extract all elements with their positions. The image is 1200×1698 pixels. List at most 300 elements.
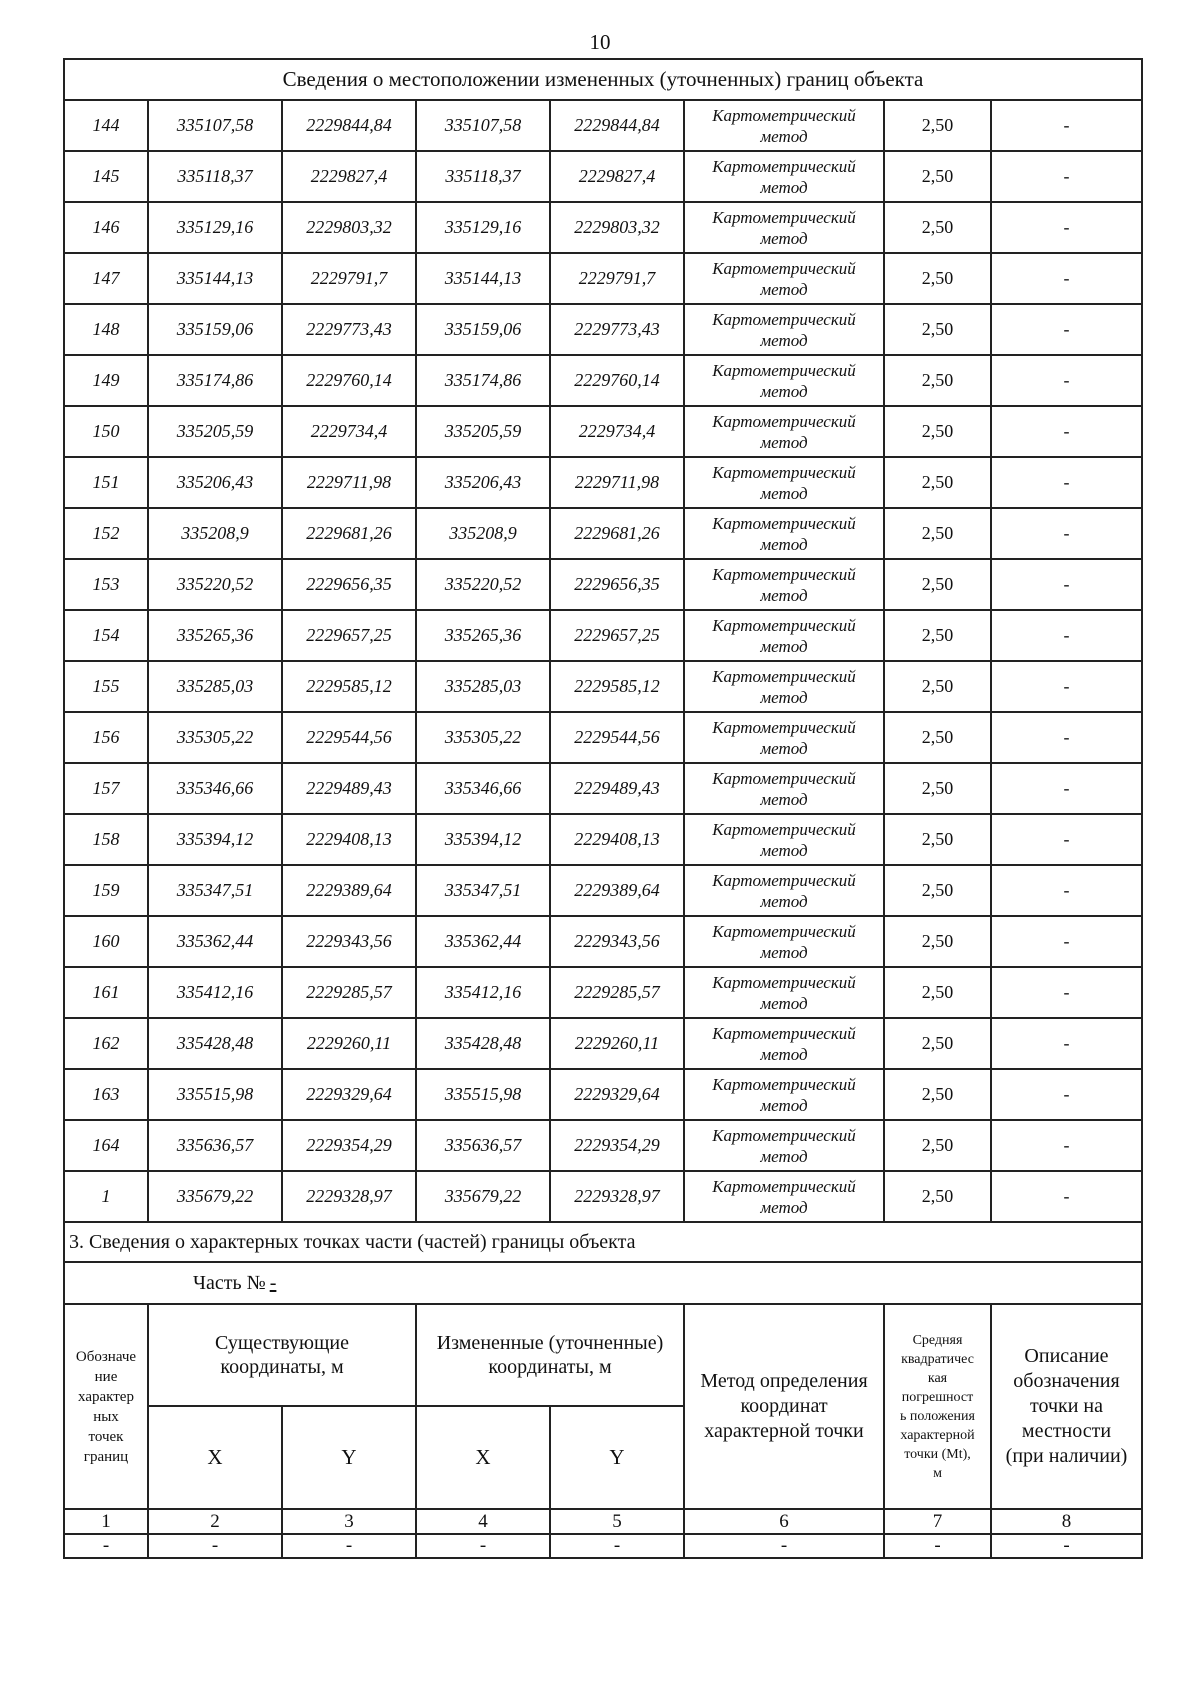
existing-x: 335412,16 <box>148 967 282 1018</box>
description: - <box>991 1069 1142 1120</box>
existing-x: 335159,06 <box>148 304 282 355</box>
changed-y: 2229734,4 <box>550 406 684 457</box>
existing-y: 2229803,32 <box>282 202 416 253</box>
point-number: 163 <box>64 1069 148 1120</box>
existing-x: 335515,98 <box>148 1069 282 1120</box>
existing-y: 2229354,29 <box>282 1120 416 1171</box>
column-number: 3 <box>282 1509 416 1534</box>
description: - <box>991 865 1142 916</box>
description: - <box>991 967 1142 1018</box>
table-row <box>64 1171 1142 1222</box>
method-line: Картометрический <box>712 972 856 992</box>
accuracy: 2,50 <box>884 610 991 661</box>
method-line: метод <box>760 1146 808 1166</box>
existing-y: 2229408,13 <box>282 814 416 865</box>
method <box>684 1171 884 1222</box>
method-line: Картометрический <box>712 666 856 686</box>
table-row <box>64 610 1142 661</box>
method <box>684 1018 884 1069</box>
existing-y: 2229260,11 <box>282 1018 416 1069</box>
method <box>684 1069 884 1120</box>
column-number: 1 <box>64 1509 148 1534</box>
accuracy: 2,50 <box>884 100 991 151</box>
existing-y: 2229544,56 <box>282 712 416 763</box>
method <box>684 457 884 508</box>
existing-x: 335305,22 <box>148 712 282 763</box>
header-accuracy-line: кая <box>927 1370 948 1386</box>
header-existing-line: Существующие <box>215 1332 349 1354</box>
header-accuracy-line: погрешност <box>901 1389 974 1405</box>
point-number: 160 <box>64 916 148 967</box>
header-existing-y: Y <box>282 1406 416 1509</box>
description: - <box>991 763 1142 814</box>
existing-x: 335206,43 <box>148 457 282 508</box>
method-line: метод <box>760 483 808 503</box>
changed-y: 2229656,35 <box>550 559 684 610</box>
existing-x: 335208,9 <box>148 508 282 559</box>
method-line: метод <box>760 177 808 197</box>
table-row <box>64 508 1142 559</box>
changed-x: 335174,86 <box>416 355 550 406</box>
method-line: метод <box>760 1095 808 1115</box>
changed-y: 2229489,43 <box>550 763 684 814</box>
method-line: метод <box>760 840 808 860</box>
header-designation-line: точек <box>88 1428 124 1445</box>
method-line: метод <box>760 432 808 452</box>
table-row <box>64 1018 1142 1069</box>
changed-x: 335362,44 <box>416 916 550 967</box>
table-row <box>64 457 1142 508</box>
method <box>684 202 884 253</box>
changed-y: 2229657,25 <box>550 610 684 661</box>
table-row <box>64 1534 1142 1558</box>
coordinates-table <box>63 58 1143 1559</box>
method-line: Картометрический <box>712 411 856 431</box>
existing-x: 335346,66 <box>148 763 282 814</box>
accuracy: 2,50 <box>884 661 991 712</box>
method-line: Картометрический <box>712 1125 856 1145</box>
accuracy: 2,50 <box>884 151 991 202</box>
header-existing-coordinates <box>148 1304 416 1406</box>
method-line: Картометрический <box>712 1023 856 1043</box>
method-line: Картометрический <box>712 513 856 533</box>
header-method-line: координат <box>740 1395 828 1417</box>
changed-y: 2229354,29 <box>550 1120 684 1171</box>
accuracy: 2,50 <box>884 406 991 457</box>
header-accuracy-line: характерной <box>900 1427 975 1443</box>
method-line: метод <box>760 687 808 707</box>
empty-cell: - <box>64 1534 148 1558</box>
existing-y: 2229827,4 <box>282 151 416 202</box>
accuracy: 2,50 <box>884 355 991 406</box>
point-number: 148 <box>64 304 148 355</box>
header-accuracy-line: квадратичес <box>901 1351 974 1367</box>
description: - <box>991 1120 1142 1171</box>
changed-x: 335220,52 <box>416 559 550 610</box>
changed-y: 2229827,4 <box>550 151 684 202</box>
method-line: метод <box>760 126 808 146</box>
existing-y: 2229791,7 <box>282 253 416 304</box>
empty-cell: - <box>282 1534 416 1558</box>
table-row <box>64 559 1142 610</box>
description: - <box>991 457 1142 508</box>
point-number: 144 <box>64 100 148 151</box>
accuracy: 2,50 <box>884 304 991 355</box>
table-row <box>64 151 1142 202</box>
accuracy: 2,50 <box>884 814 991 865</box>
point-number: 146 <box>64 202 148 253</box>
method-line: метод <box>760 1197 808 1217</box>
header-designation <box>64 1304 148 1509</box>
method-line: Картометрический <box>712 105 856 125</box>
point-number: 158 <box>64 814 148 865</box>
description: - <box>991 355 1142 406</box>
empty-cell: - <box>884 1534 991 1558</box>
column-number: 2 <box>148 1509 282 1534</box>
changed-y: 2229329,64 <box>550 1069 684 1120</box>
existing-x: 335428,48 <box>148 1018 282 1069</box>
description: - <box>991 304 1142 355</box>
accuracy: 2,50 <box>884 1120 991 1171</box>
description: - <box>991 253 1142 304</box>
header-description-line: Описание <box>1024 1345 1109 1367</box>
changed-x: 335107,58 <box>416 100 550 151</box>
column-number: 8 <box>991 1509 1142 1534</box>
existing-x: 335118,37 <box>148 151 282 202</box>
accuracy: 2,50 <box>884 865 991 916</box>
changed-x: 335346,66 <box>416 763 550 814</box>
method <box>684 151 884 202</box>
empty-cell: - <box>550 1534 684 1558</box>
description: - <box>991 661 1142 712</box>
point-number: 153 <box>64 559 148 610</box>
changed-y: 2229803,32 <box>550 202 684 253</box>
method-line: Картометрический <box>712 462 856 482</box>
header-changed-line: координаты, м <box>488 1356 612 1378</box>
method <box>684 712 884 763</box>
existing-y: 2229285,57 <box>282 967 416 1018</box>
existing-x: 335347,51 <box>148 865 282 916</box>
header-description-line: точки на <box>1029 1395 1104 1417</box>
table-row <box>64 1120 1142 1171</box>
description: - <box>991 202 1142 253</box>
table-row <box>64 865 1142 916</box>
existing-x: 335129,16 <box>148 202 282 253</box>
table-row <box>64 304 1142 355</box>
existing-x: 335220,52 <box>148 559 282 610</box>
accuracy: 2,50 <box>884 1018 991 1069</box>
changed-y: 2229408,13 <box>550 814 684 865</box>
existing-x: 335205,59 <box>148 406 282 457</box>
description: - <box>991 151 1142 202</box>
table-row <box>64 763 1142 814</box>
existing-y: 2229773,43 <box>282 304 416 355</box>
part-label: Часть № <box>193 1271 266 1294</box>
point-number: 149 <box>64 355 148 406</box>
page-number: 10 <box>589 30 611 54</box>
method-line: метод <box>760 993 808 1013</box>
existing-x: 335144,13 <box>148 253 282 304</box>
method-line: Картометрический <box>712 921 856 941</box>
existing-x: 335394,12 <box>148 814 282 865</box>
changed-x: 335636,57 <box>416 1120 550 1171</box>
point-number: 147 <box>64 253 148 304</box>
method <box>684 763 884 814</box>
existing-x: 335285,03 <box>148 661 282 712</box>
changed-y: 2229389,64 <box>550 865 684 916</box>
existing-y: 2229343,56 <box>282 916 416 967</box>
header-designation-line: характер <box>78 1388 134 1405</box>
method-line: метод <box>760 279 808 299</box>
header-method-line: характерной точки <box>704 1420 864 1442</box>
point-number: 1 <box>64 1171 148 1222</box>
header-description-line: обозначения <box>1013 1370 1120 1392</box>
changed-x: 335206,43 <box>416 457 550 508</box>
existing-y: 2229681,26 <box>282 508 416 559</box>
method-line: метод <box>760 891 808 911</box>
table-row <box>64 202 1142 253</box>
header-method <box>684 1304 884 1509</box>
accuracy: 2,50 <box>884 1069 991 1120</box>
column-number: 6 <box>684 1509 884 1534</box>
header-accuracy-line: ь положения <box>900 1408 975 1424</box>
header-accuracy-line: точки (Mt), <box>904 1446 971 1462</box>
method-line: Картометрический <box>712 1074 856 1094</box>
description: - <box>991 712 1142 763</box>
header-accuracy <box>884 1304 991 1509</box>
accuracy: 2,50 <box>884 202 991 253</box>
changed-x: 335412,16 <box>416 967 550 1018</box>
table-row <box>64 1069 1142 1120</box>
changed-y: 2229711,98 <box>550 457 684 508</box>
header-changed-x: X <box>416 1406 550 1509</box>
method-line: метод <box>760 381 808 401</box>
method-line: метод <box>760 942 808 962</box>
existing-y: 2229657,25 <box>282 610 416 661</box>
method-line: метод <box>760 738 808 758</box>
method-line: метод <box>760 330 808 350</box>
method <box>684 661 884 712</box>
changed-x: 335679,22 <box>416 1171 550 1222</box>
changed-y: 2229773,43 <box>550 304 684 355</box>
point-number: 152 <box>64 508 148 559</box>
changed-x: 335305,22 <box>416 712 550 763</box>
changed-y: 2229328,97 <box>550 1171 684 1222</box>
point-number: 154 <box>64 610 148 661</box>
method-line: Картометрический <box>712 309 856 329</box>
existing-x: 335362,44 <box>148 916 282 967</box>
method-line: Картометрический <box>712 870 856 890</box>
changed-x: 335347,51 <box>416 865 550 916</box>
empty-cell: - <box>416 1534 550 1558</box>
existing-x: 335265,36 <box>148 610 282 661</box>
accuracy: 2,50 <box>884 916 991 967</box>
method <box>684 253 884 304</box>
changed-x: 335208,9 <box>416 508 550 559</box>
header-changed-coordinates <box>416 1304 684 1406</box>
description: - <box>991 100 1142 151</box>
changed-x: 335159,06 <box>416 304 550 355</box>
method-line: Картометрический <box>712 564 856 584</box>
method <box>684 865 884 916</box>
table-row <box>64 814 1142 865</box>
method-line: метод <box>760 534 808 554</box>
changed-y: 2229760,14 <box>550 355 684 406</box>
table-row <box>64 661 1142 712</box>
existing-y: 2229328,97 <box>282 1171 416 1222</box>
method-line: метод <box>760 636 808 656</box>
method <box>684 304 884 355</box>
description: - <box>991 406 1142 457</box>
existing-x: 335174,86 <box>148 355 282 406</box>
point-number: 162 <box>64 1018 148 1069</box>
header-designation-line: Обозначе <box>75 1348 137 1365</box>
description: - <box>991 814 1142 865</box>
point-number: 164 <box>64 1120 148 1171</box>
method-line: метод <box>760 585 808 605</box>
method <box>684 355 884 406</box>
changed-y: 2229343,56 <box>550 916 684 967</box>
description: - <box>991 508 1142 559</box>
header-designation-line: ние <box>94 1368 118 1385</box>
description: - <box>991 610 1142 661</box>
accuracy: 2,50 <box>884 1171 991 1222</box>
description: - <box>991 559 1142 610</box>
header-existing-line: координаты, м <box>220 1356 344 1378</box>
point-number: 150 <box>64 406 148 457</box>
header-method-line: Метод определения <box>700 1370 868 1392</box>
method <box>684 814 884 865</box>
accuracy: 2,50 <box>884 253 991 304</box>
method <box>684 1120 884 1171</box>
method <box>684 508 884 559</box>
header-existing-x: X <box>148 1406 282 1509</box>
changed-y: 2229791,7 <box>550 253 684 304</box>
changed-x: 335428,48 <box>416 1018 550 1069</box>
existing-x: 335636,57 <box>148 1120 282 1171</box>
description: - <box>991 916 1142 967</box>
changed-x: 335144,13 <box>416 253 550 304</box>
accuracy: 2,50 <box>884 559 991 610</box>
header-accuracy-line: м <box>933 1465 942 1481</box>
column-number: 4 <box>416 1509 550 1534</box>
method-line: Картометрический <box>712 360 856 380</box>
changed-x: 335129,16 <box>416 202 550 253</box>
changed-y: 2229681,26 <box>550 508 684 559</box>
accuracy: 2,50 <box>884 712 991 763</box>
method-line: Картометрический <box>712 1176 856 1196</box>
existing-y: 2229489,43 <box>282 763 416 814</box>
existing-y: 2229329,64 <box>282 1069 416 1120</box>
existing-y: 2229734,4 <box>282 406 416 457</box>
method-line: Картометрический <box>712 615 856 635</box>
header-description-line: (при наличии) <box>1005 1445 1128 1467</box>
method <box>684 916 884 967</box>
method-line: метод <box>760 1044 808 1064</box>
method <box>684 100 884 151</box>
method-line: Картометрический <box>712 717 856 737</box>
method-line: метод <box>760 228 808 248</box>
header-changed-line: Измененные (уточненные) <box>436 1332 664 1354</box>
section-title: Сведения о местоположении измененных (уточненных) границ объекта <box>64 59 1142 100</box>
column-number: 7 <box>884 1509 991 1534</box>
empty-cell: - <box>684 1534 884 1558</box>
method-line: Картометрический <box>712 768 856 788</box>
accuracy: 2,50 <box>884 967 991 1018</box>
changed-y: 2229285,57 <box>550 967 684 1018</box>
table-row <box>64 967 1142 1018</box>
point-number: 151 <box>64 457 148 508</box>
table-row <box>64 916 1142 967</box>
header-designation-line: границ <box>83 1448 129 1465</box>
table-row <box>64 253 1142 304</box>
method-line: Картометрический <box>712 156 856 176</box>
column-number: 5 <box>550 1509 684 1534</box>
header-accuracy-line: Средняя <box>912 1332 963 1348</box>
section3-title: 3. Сведения о характерных точках части (частей) границы объекта <box>64 1222 1142 1262</box>
header-description <box>991 1304 1142 1509</box>
point-number: 156 <box>64 712 148 763</box>
empty-cell: - <box>991 1534 1142 1558</box>
description: - <box>991 1171 1142 1222</box>
existing-y: 2229844,84 <box>282 100 416 151</box>
point-number: 157 <box>64 763 148 814</box>
part-row <box>64 1262 1142 1304</box>
changed-x: 335118,37 <box>416 151 550 202</box>
accuracy: 2,50 <box>884 763 991 814</box>
changed-x: 335285,03 <box>416 661 550 712</box>
point-number: 145 <box>64 151 148 202</box>
changed-x: 335515,98 <box>416 1069 550 1120</box>
changed-y: 2229844,84 <box>550 100 684 151</box>
existing-y: 2229389,64 <box>282 865 416 916</box>
existing-y: 2229656,35 <box>282 559 416 610</box>
changed-y: 2229544,56 <box>550 712 684 763</box>
method-line: метод <box>760 789 808 809</box>
method-line: Картометрический <box>712 207 856 227</box>
existing-x: 335107,58 <box>148 100 282 151</box>
header-changed-y: Y <box>550 1406 684 1509</box>
changed-y: 2229260,11 <box>550 1018 684 1069</box>
point-number: 159 <box>64 865 148 916</box>
empty-cell: - <box>148 1534 282 1558</box>
existing-y: 2229585,12 <box>282 661 416 712</box>
existing-x: 335679,22 <box>148 1171 282 1222</box>
header-designation-line: ных <box>93 1408 119 1425</box>
table-row <box>64 712 1142 763</box>
existing-y: 2229711,98 <box>282 457 416 508</box>
changed-x: 335265,36 <box>416 610 550 661</box>
accuracy: 2,50 <box>884 508 991 559</box>
accuracy: 2,50 <box>884 457 991 508</box>
table-row <box>64 100 1142 151</box>
table-row <box>64 406 1142 457</box>
point-number: 161 <box>64 967 148 1018</box>
changed-x: 335394,12 <box>416 814 550 865</box>
changed-x: 335205,59 <box>416 406 550 457</box>
existing-y: 2229760,14 <box>282 355 416 406</box>
table-row <box>64 355 1142 406</box>
method-line: Картометрический <box>712 258 856 278</box>
point-number: 155 <box>64 661 148 712</box>
part-value: - <box>269 1271 277 1294</box>
method <box>684 406 884 457</box>
description: - <box>991 1018 1142 1069</box>
method <box>684 967 884 1018</box>
method-line: Картометрический <box>712 819 856 839</box>
method <box>684 610 884 661</box>
method <box>684 559 884 610</box>
